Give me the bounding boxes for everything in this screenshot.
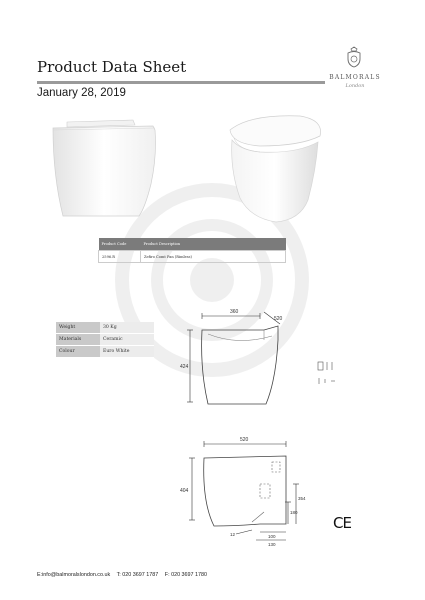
document-date: January 28, 2019 [37,87,126,99]
title-rule [37,81,325,84]
dim-side-height-label: 404 [180,488,189,494]
ce-mark: CE [333,514,351,532]
front-dimension-drawing [178,300,303,418]
toilet-angle-photo [220,110,330,228]
footer-contact [37,572,212,578]
dim-d2-label: 100 [268,534,276,539]
spec-value: Ceramic [100,334,154,346]
dim-d1-label: 12 [230,532,236,537]
page-title: Product Data Sheet [37,58,187,76]
fixing-kit-drawing [316,360,338,388]
dim-outlet-height-label: 354 [298,496,306,501]
spec-label: Colour [56,346,100,358]
dim-depth-label: 520 [274,316,283,322]
spec-value: 30 Kg [100,322,154,334]
brand-city: London [345,83,365,89]
product-code-cell: 2596.R [99,251,141,263]
side-dimension-drawing [174,432,326,552]
product-code-table [98,238,286,263]
footer-phone: T: 020 3697 1787 [116,572,159,578]
footer-email[interactable]: E:info@balmoralslondon.co.uk [37,572,111,578]
footer-fax: F: 020 3697 1780 [164,572,208,578]
crest-icon [345,46,363,68]
dim-width-label: 360 [230,309,239,315]
product-description-cell: Zefiro Comt Pan (Rimless) [141,251,286,263]
table-header-description: Product Description [141,238,286,251]
spec-table [56,322,154,358]
spec-row-materials [56,334,154,346]
dim-inlet-label: 180 [290,510,298,515]
spec-row-colour [56,346,154,358]
spec-row-weight [56,322,154,334]
dim-d3-label: 130 [268,542,276,547]
spec-value: Euro White [100,346,154,358]
toilet-side-photo [45,116,165,222]
spec-label: Materials [56,334,100,346]
brand-name: BALMORALS [329,74,381,81]
dim-height-label: 424 [180,364,189,370]
table-row [99,251,286,263]
dim-length-label: 520 [240,437,249,443]
table-header-code: Product Code [99,238,141,251]
spec-label: Weight [56,322,100,334]
